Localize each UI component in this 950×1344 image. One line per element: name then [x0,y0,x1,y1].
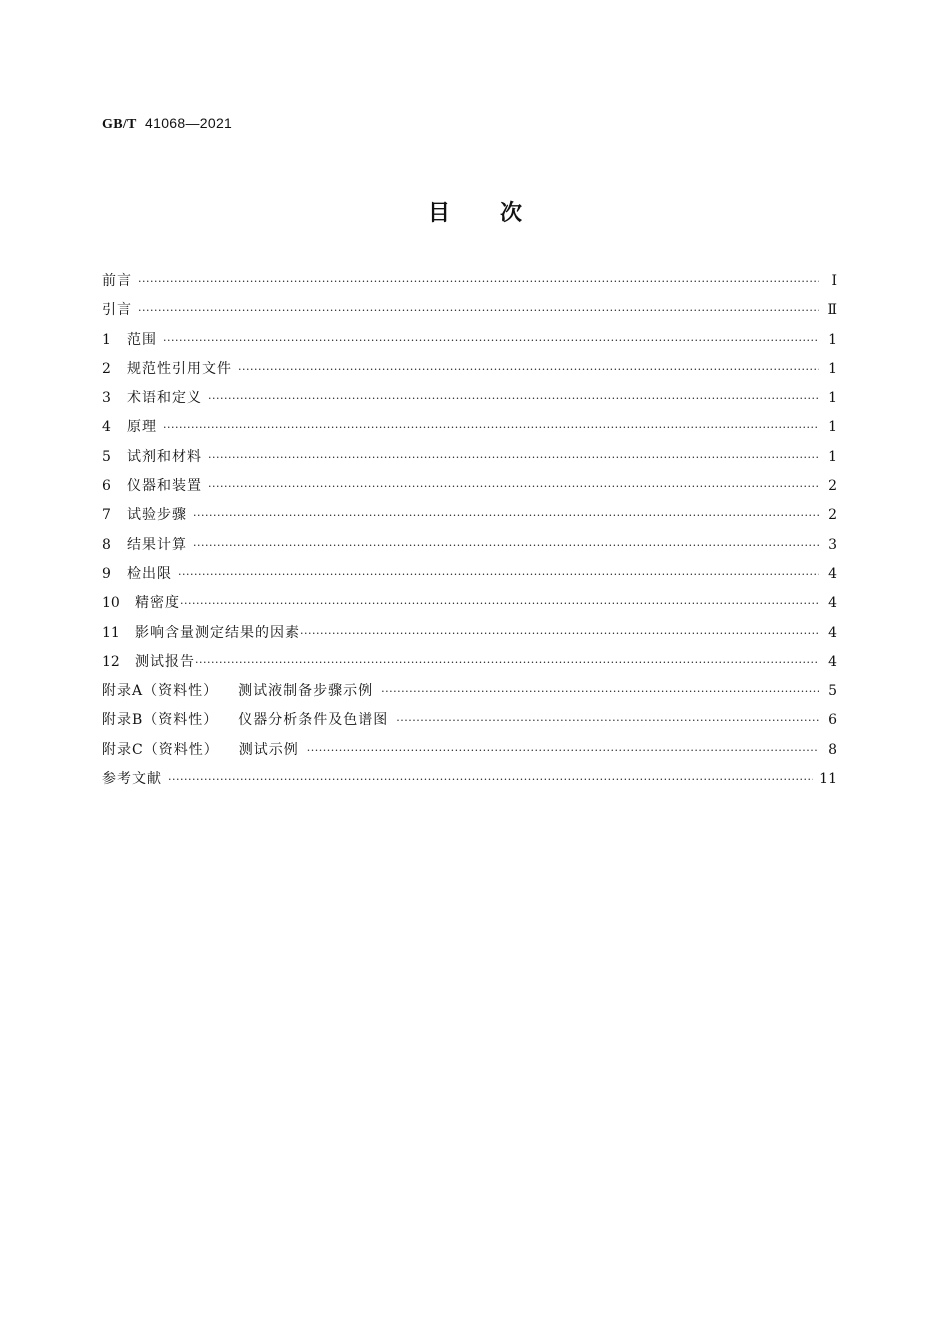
standard-prefix: GB/T [102,117,137,132]
toc-leader-dots [238,363,819,376]
toc-entry-label: 范围 [127,331,157,348]
toc-entry-label [102,680,381,700]
toc-entry-number: 2 [102,360,111,377]
toc-entry-number: 9 [102,565,111,582]
appendix-title: 测试液制备步骤示例 [238,683,374,700]
toc-entry-page: Ⅰ [831,273,837,289]
toc-leader-dots [168,773,813,786]
toc-entry-foreword[interactable] [102,270,837,299]
toc-entry-number: 6 [102,478,111,495]
standard-code: 41068—2021 [145,115,233,131]
toc-entry-number: 12 [102,653,120,670]
toc-entry-2[interactable] [102,358,837,387]
toc-leader-dots [208,451,819,464]
toc-entry-number: 5 [102,448,111,465]
toc-entry-label: 引言 [102,302,132,319]
toc-leader-dots [208,392,819,405]
toc-entry-5[interactable] [102,446,837,475]
toc-entry-label: 测试报告 [135,653,195,670]
toc-entry-label: 试剂和材料 [127,448,202,465]
toc-entry-number: 1 [102,331,111,348]
toc-entry-label: 结果计算 [127,536,187,553]
toc-leader-dots [178,568,819,581]
toc-entry-8[interactable] [102,534,837,563]
toc-leader-dots [381,685,819,698]
appendix-designation: 附录A（资料性） [102,683,219,700]
toc-entry-page: 4 [828,624,837,641]
toc-entry-number: 7 [102,507,111,524]
toc-entry-10[interactable] [102,592,837,621]
toc-entry-page: 1 [828,360,837,377]
title-char: 目 [427,201,500,226]
toc-entry-appendix-a[interactable] [102,680,837,709]
toc-entry-page: 5 [828,683,837,700]
toc-entry-6[interactable] [102,475,837,504]
toc-entry-page: 6 [828,712,837,729]
toc-entry-label: 规范性引用文件 [127,360,232,377]
toc-entry-1[interactable] [102,329,837,358]
toc-entry-appendix-b[interactable] [102,709,837,738]
toc-entry-page: 1 [828,390,837,407]
toc-entry-label: 参考文献 [102,771,162,788]
toc-leader-dots [300,627,819,640]
toc-leader-dots [163,334,819,347]
page-title [0,196,950,227]
toc-entry-appendix-c[interactable] [102,739,837,768]
toc-entry-number: 8 [102,536,111,553]
appendix-designation: 附录C（资料性） [102,741,219,758]
toc-entry-number: 10 [102,595,120,612]
standard-number [102,115,232,133]
toc-entry-label: 检出限 [127,565,172,582]
toc-entry-page: Ⅱ [827,302,837,319]
toc-leader-dots [163,421,819,434]
toc-entry-label: 试验步骤 [127,507,187,524]
toc-leader-dots [396,714,819,727]
toc-leader-dots [180,597,819,610]
toc-entry-page: 4 [828,565,837,582]
appendix-title: 仪器分析条件及色谱图 [238,712,389,729]
toc-entry-9[interactable] [102,563,837,592]
toc-leader-dots [193,539,819,552]
toc-entry-label: 术语和定义 [127,390,202,407]
toc-entry-page: 4 [828,595,837,612]
toc-entry-label: 精密度 [135,595,180,612]
toc-entry-page: 2 [828,507,837,524]
toc-leader-dots [208,480,819,493]
toc-leader-dots [138,304,819,317]
toc-entry-label [102,709,396,729]
toc-entry-label: 仪器和装置 [127,478,202,495]
toc-entry-12[interactable] [102,651,837,680]
toc-entry-page: 1 [828,331,837,348]
toc-entry-7[interactable] [102,504,837,533]
toc-entry-bibliography[interactable] [102,768,837,797]
toc-entry-number: 11 [102,624,120,641]
toc-entry-introduction[interactable] [102,299,837,328]
toc-entry-label: 原理 [127,419,157,436]
toc-entry-page: 4 [828,653,837,670]
toc-entry-page: 2 [828,478,837,495]
toc-leader-dots [195,656,819,669]
title-char: 次 [500,201,573,226]
toc-entry-page: 3 [828,536,837,553]
toc-entry-number: 4 [102,419,111,436]
toc-entry-11[interactable] [102,622,837,651]
table-of-contents [102,270,837,797]
toc-leader-dots [307,744,819,757]
toc-entry-page: 11 [819,771,837,788]
appendix-title: 测试示例 [238,741,299,758]
toc-entry-number: 3 [102,390,111,407]
toc-entry-page: 1 [828,419,837,436]
toc-leader-dots [138,275,819,288]
toc-leader-dots [193,509,819,522]
toc-entry-page: 1 [828,448,837,465]
toc-entry-label: 前言 [102,273,132,289]
appendix-designation: 附录B（资料性） [102,712,219,729]
toc-entry-3[interactable] [102,387,837,416]
toc-entry-4[interactable] [102,416,837,445]
toc-entry-label [102,739,307,759]
toc-entry-label: 影响含量测定结果的因素 [135,624,300,641]
toc-entry-page: 8 [828,741,837,758]
